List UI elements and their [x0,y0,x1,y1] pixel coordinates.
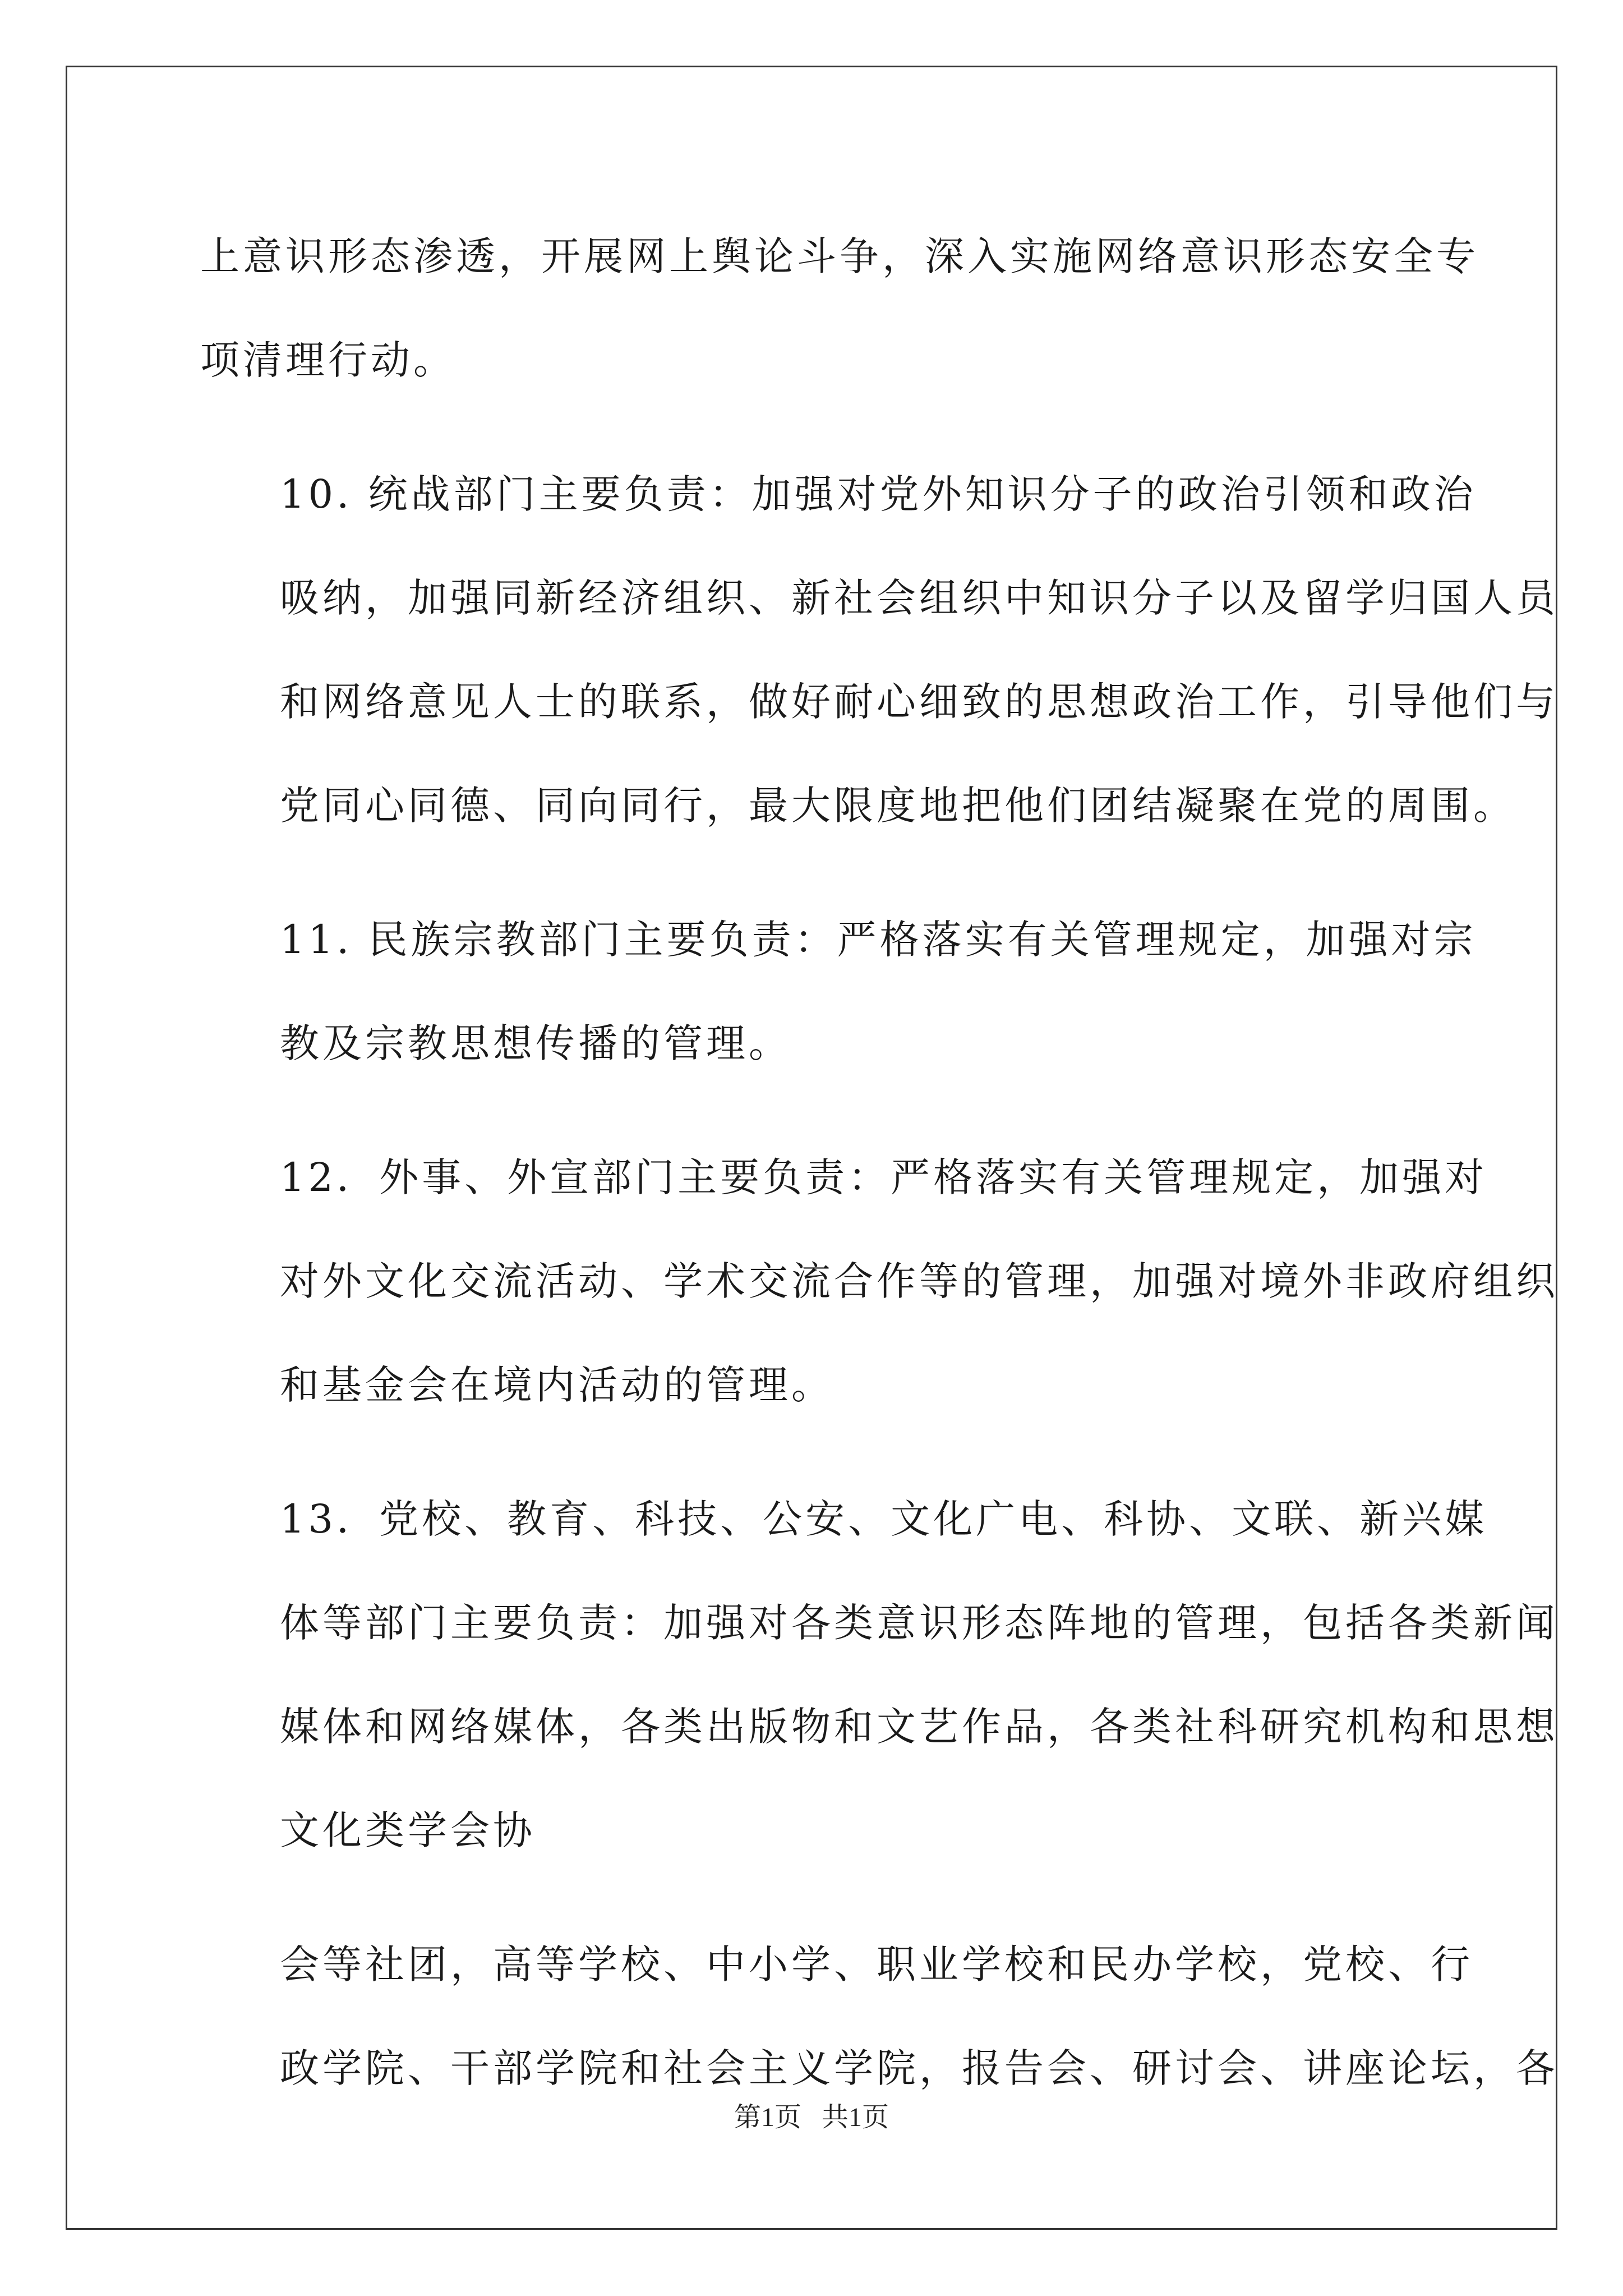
text-line: 和基金会在境内活动的管理。 [280,1362,834,1408]
text-line: 11. 民族宗教部门主要负责：严格落实有关管理规定，加强对宗 [280,917,1477,963]
text-line: 10. 统战部门主要负责：加强对党外知识分子的政治引领和政治 [280,471,1477,517]
text-line: 政学院、干部学院和社会主义学院，报告会、研讨会、讲座论坛，各 [280,2045,1559,2091]
text-line: 体等部门主要负责：加强对各类意识形态阵地的管理，包括各类新闻 [280,1600,1559,1646]
text-line: 文化类学会协 [280,1807,536,1853]
paragraph-10 [200,443,1559,858]
paragraph-continuation [200,1913,1559,2120]
text-line: 对外文化交流活动、学术交流合作等的管理，加强对境外非政府组织 [280,1258,1559,1304]
text-line: 12．外事、外宣部门主要负责：严格落实有关管理规定，加强对 [280,1154,1488,1200]
text-line: 教及宗教思想传播的管理。 [280,1020,791,1066]
paragraph-13 [200,1467,1559,1883]
paragraph-12 [200,1126,1559,1437]
text-line: 会等社团，高等学校、中小学、职业学校和民办学校，党校、行 [280,1941,1473,1987]
document-body [200,205,1559,2151]
text-line: 项清理行动。 [200,337,456,383]
paragraph [200,205,1479,412]
text-line: 上意识形态渗透，开展网上舆论斗争，深入实施网络意识形态安全专 [200,233,1479,279]
text-line: 吸纳，加强同新经济组织、新社会组织中知识分子以及留学归国人员 [280,575,1559,621]
text-line: 党同心同德、同向同行，最大限度地把他们团结凝聚在党的周围。 [280,783,1516,829]
text-line: 媒体和网络媒体，各类出版物和文艺作品，各类社科研究机构和思想 [280,1704,1559,1750]
text-line: 和网络意见人士的联系，做好耐心细致的思想政治工作，引导他们与 [280,679,1559,725]
paragraph-11 [200,888,1477,1096]
text-line: 13．党校、教育、科技、公安、文化广电、科协、文联、新兴媒 [280,1496,1488,1542]
page-number-footer: 第1页 共1页 [734,2102,889,2132]
